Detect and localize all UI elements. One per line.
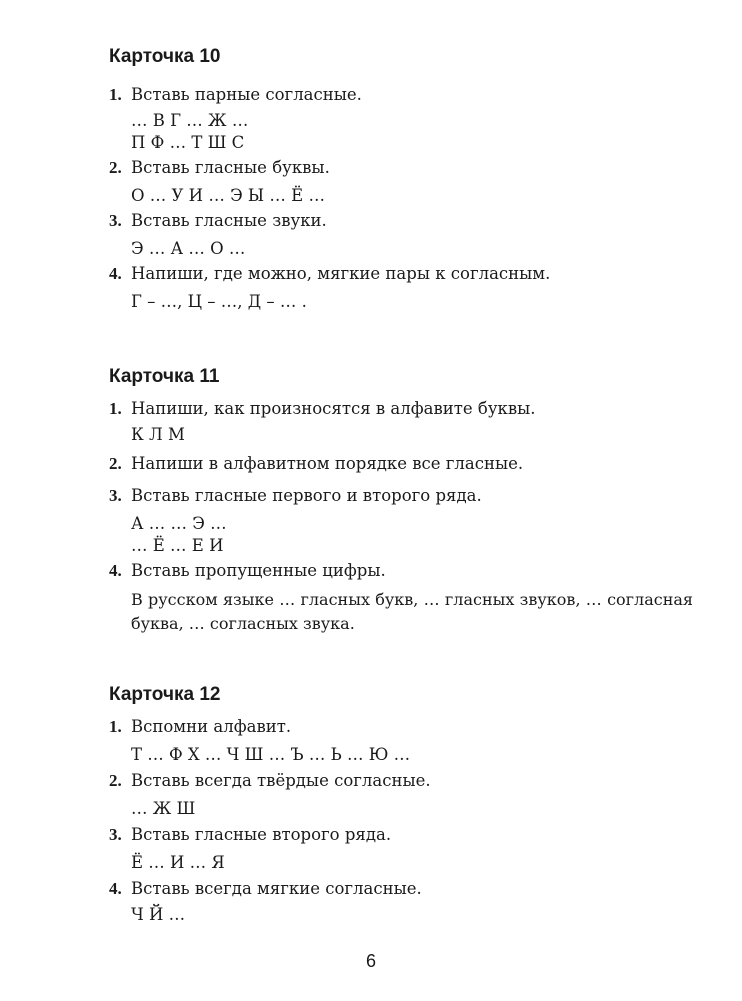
task-number: 1. (109, 717, 122, 736)
task-instruction: Напиши в алфавитном порядке все гласные. (131, 454, 524, 473)
task-number: 2. (109, 771, 122, 790)
task-1 (109, 84, 709, 154)
task-exercise-line: Ё … И … Я (131, 853, 225, 872)
card-title: Карточка 12 (109, 684, 221, 705)
task-2 (109, 770, 709, 820)
card-title: Карточка 11 (109, 366, 220, 387)
task-instruction: Вставь гласные первого и второго ряда. (131, 486, 482, 505)
task-number: 2. (109, 454, 122, 473)
task-exercise-paragraph: В русском языке … гласных букв, … гласных звуков, … согласная буква, … согласных звука. (131, 590, 693, 633)
task-exercise-line: К Л М (131, 425, 185, 444)
task-number: 1. (109, 85, 122, 104)
task-number: 4. (109, 879, 122, 898)
task-1 (109, 716, 709, 766)
task-exercise-line: Э … А … О … (131, 239, 246, 258)
task-instruction: Вставь гласные второго ряда. (131, 825, 392, 844)
task-instruction: Вставь всегда твёрдые согласные. (131, 771, 431, 790)
task-exercise-line: О … У И … Э Ы … Ё … (131, 186, 325, 205)
task-instruction: Напиши, как произносятся в алфавите буквы. (131, 399, 536, 418)
task-number: 4. (109, 561, 122, 580)
task-number: 1. (109, 399, 122, 418)
task-number: 4. (109, 264, 122, 283)
task-exercise-line: … Ж Ш (131, 799, 196, 818)
task-4 (109, 878, 709, 926)
task-2 (109, 157, 709, 207)
card-title: Карточка 10 (109, 46, 221, 67)
task-number: 3. (109, 825, 122, 844)
task-exercise-line: А … … Э … (131, 514, 227, 533)
task-2 (109, 453, 709, 475)
task-instruction: Вспомни алфавит. (131, 717, 292, 736)
task-instruction: Вставь гласные буквы. (131, 158, 330, 177)
task-exercise-line: Ч Й … (131, 905, 186, 924)
task-instruction: Напиши, где можно, мягкие пары к согласным. (131, 264, 551, 283)
task-instruction: Вставь всегда мягкие согласные. (131, 879, 422, 898)
task-4 (109, 263, 709, 313)
task-exercise-line: … Ё … Е И (131, 536, 224, 555)
task-number: 3. (109, 211, 122, 230)
task-exercise-line: … В Г … Ж … (131, 111, 249, 130)
task-instruction: Вставь гласные звуки. (131, 211, 327, 230)
task-1 (109, 398, 709, 446)
task-exercise-line: Г – …, Ц – …, Д – … . (131, 292, 307, 311)
task-number: 3. (109, 486, 122, 505)
task-4 (109, 560, 709, 636)
task-instruction: Вставь пропущенные цифры. (131, 561, 386, 580)
task-instruction: Вставь парные согласные. (131, 85, 362, 104)
page-number: 6 (365, 951, 376, 971)
task-3 (109, 210, 709, 260)
task-3 (109, 485, 709, 557)
task-3 (109, 824, 709, 874)
task-number: 2. (109, 158, 122, 177)
task-exercise-line: Т … Ф Х … Ч Ш … Ъ … Ь … Ю … (131, 745, 411, 764)
task-exercise-line: П Ф … Т Ш С (131, 133, 245, 152)
